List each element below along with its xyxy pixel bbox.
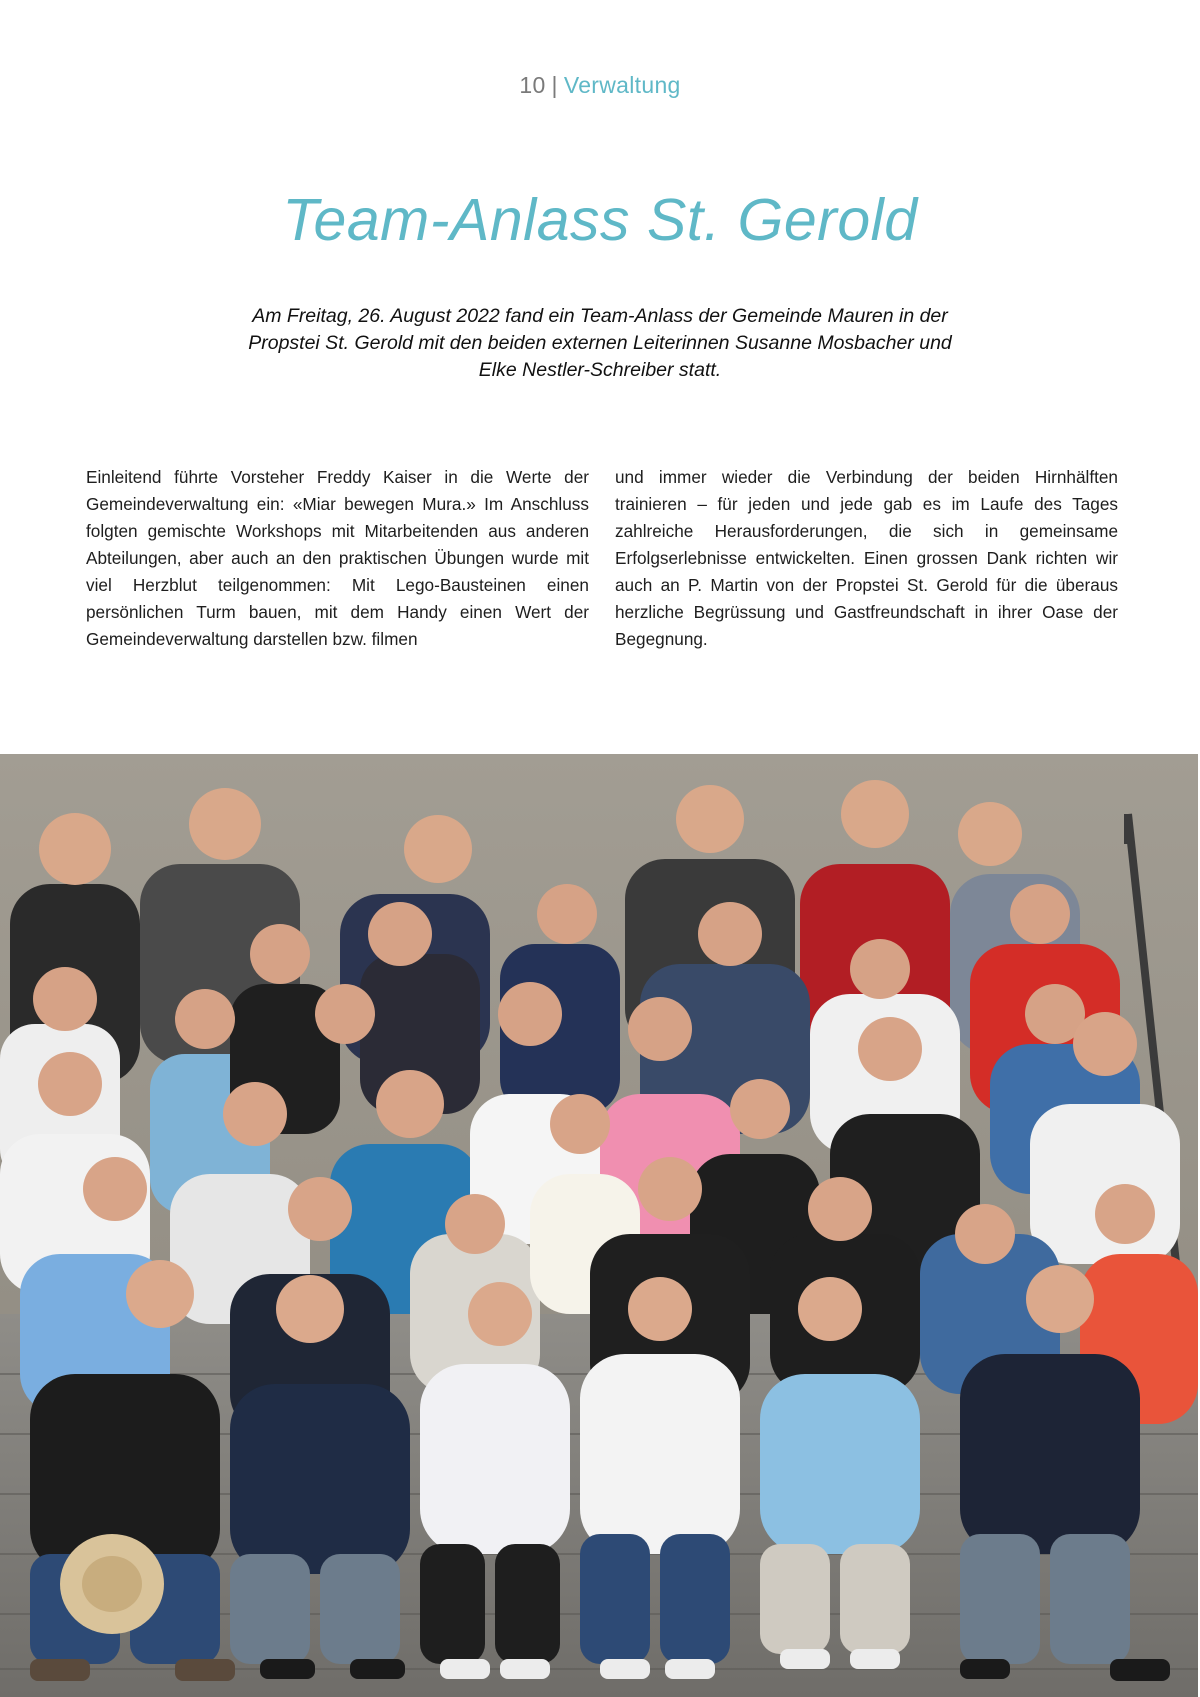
section-name: Verwaltung [563,72,681,98]
article-body [86,464,1118,653]
page-number: 10 [519,72,546,98]
article-column-1: Einleitend führte Vorsteher Freddy Kaiser in die Werte der Gemeindeverwaltung ein: «Miar bewegen Mura.» Im Anschluss folgten gemischte Workshops mit Mitarbeitenden aus anderen Abteilungen, aber auch an den praktischen Übungen wurde mit viel Herzblut teilgenommen: Mit Lego-Bausteinen einen persönlichen Turm bauen, mit dem Handy einen Wert der Gemeindeverwaltung darstellen bzw. filmen [86,467,589,649]
header-separator: | [551,72,558,98]
article-lead: Am Freitag, 26. August 2022 fand ein Team-Anlass der Gemeinde Mauren in der Propstei St. Gerold mit den beiden externen Leiterinnen Susanne Mosbacher und Elke Nestler-Schreiber statt. [248,305,952,381]
page-header [0,72,1200,99]
article-title: Team-Anlass St. Gerold [282,187,918,253]
group-photo [0,754,1198,1697]
article-column-2: und immer wieder die Verbindung der beiden Hirnhälften trainieren – für jeden und jede gab es im Laufe des Tages zahlreiche Herausforderungen, die sich in gemeinsame Erfolgserlebnisse entwickelten. Einen grossen Dank richten wir auch an P. Martin von der Propstei St. Gerold für die überaus herzliche Begrüssung und Gastfreundschaft in ihrer Oase der Begegnung. [615,467,1118,649]
group-photo-illustration [0,754,1198,1697]
